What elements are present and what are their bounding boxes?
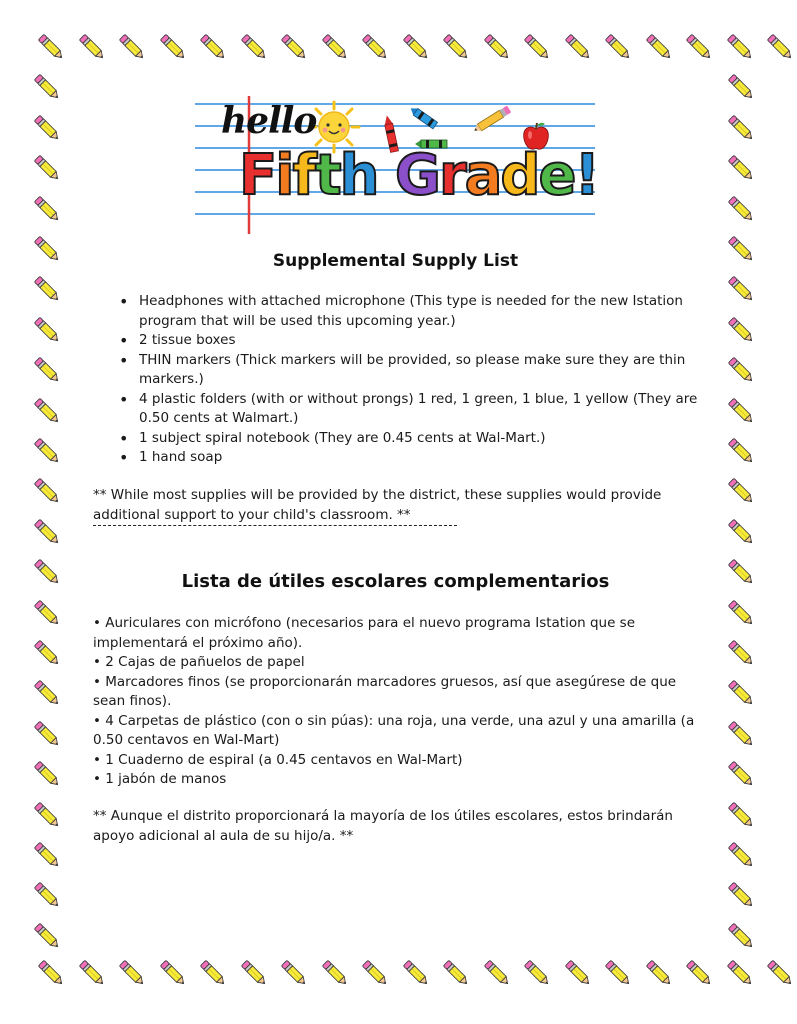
pencil-icon (763, 30, 797, 64)
pencil-icon (724, 838, 758, 872)
pencil-icon (30, 676, 64, 710)
pencil-icon (763, 956, 797, 990)
pencil-icon (30, 434, 64, 468)
list-item: • 2 Cajas de pañuelos de papel (93, 653, 703, 673)
pencil-icon (196, 30, 230, 64)
pencil-icon (115, 956, 149, 990)
title-letter (378, 143, 396, 208)
title-letter: t (314, 143, 340, 208)
pencil-icon (358, 30, 392, 64)
spanish-district-note: ** Aunque el distrito proporcionará la mayoría de los útiles escolares, estos brindarán apoyo adicional al aula de su hijo/a. ** (93, 808, 673, 844)
list-item: • Auriculares con micrófono (necesarios para el nuevo programa Istation que se implementará el próximo año). (93, 614, 703, 653)
hello-text: hello (221, 100, 317, 142)
title-letter: ! (574, 143, 599, 208)
pencil-icon (724, 798, 758, 832)
title-letter: d (500, 143, 539, 208)
pencil-icon (30, 111, 64, 145)
pencil-icon (30, 474, 64, 508)
dashed-divider (93, 525, 457, 526)
pencil-icon (724, 353, 758, 387)
list-item: • 4 Carpetas de plástico (con o sin púas): una roja, una verde, una azul y una amarilla (a 0.50 centavos en Wal-Mart) (93, 712, 703, 751)
pencil-icon (724, 151, 758, 185)
title-letter: i (275, 143, 293, 208)
list-item: • 1 Cuaderno de espiral (a 0.45 centavos en Wal-Mart) (93, 751, 703, 771)
pencil-icon (30, 919, 64, 953)
pencil-icon (75, 956, 109, 990)
title-letter: G (395, 143, 439, 208)
pencil-icon (30, 192, 64, 226)
pencil-icon (561, 30, 595, 64)
pencil-icon (642, 956, 676, 990)
pencil-icon (30, 838, 64, 872)
pencil-icon (399, 30, 433, 64)
pencil-icon (75, 30, 109, 64)
pencil-icon (30, 313, 64, 347)
pencil-icon (34, 956, 68, 990)
list-item: • Headphones with attached microphone (This type is needed for the new Istation program that will be used this upcoming year.) (119, 292, 699, 331)
pencil-icon (724, 717, 758, 751)
pencil-icon (30, 596, 64, 630)
pencil-icon (439, 30, 473, 64)
pencil-icon (30, 151, 64, 185)
pencil-icon (724, 192, 758, 226)
title-letter: F (239, 143, 276, 208)
pencil-icon (601, 30, 635, 64)
list-item: • 4 plastic folders (with or without prongs) 1 red, 1 green, 1 blue, 1 yellow (They are 0.50 cents at Walmart.) (119, 390, 699, 429)
pencil-icon (682, 956, 716, 990)
supply-list-heading: Supplemental Supply List (272, 251, 519, 271)
pencil-icon (30, 515, 64, 549)
title-letter: a (464, 143, 501, 208)
pencil-icon (724, 313, 758, 347)
title-letter: r (438, 143, 465, 208)
pencil-icon (30, 717, 64, 751)
pencil-icon (30, 878, 64, 912)
pencil-icon (724, 474, 758, 508)
pencil-icon (724, 878, 758, 912)
supply-list (119, 292, 699, 468)
pencil-icon (196, 956, 230, 990)
blue-crayon-icon (405, 102, 441, 132)
pencil-icon (724, 272, 758, 306)
pencil-icon (30, 394, 64, 428)
pencil-icon (561, 956, 595, 990)
pencil-icon (724, 70, 758, 104)
pencil-icon (30, 353, 64, 387)
pencil-icon (237, 30, 271, 64)
pencil-icon (277, 956, 311, 990)
pencil-icon (682, 30, 716, 64)
pencil-icon (277, 30, 311, 64)
pencil-icon (399, 956, 433, 990)
title-letter: e (538, 143, 575, 208)
list-item: • 1 jabón de manos (93, 770, 703, 790)
pencil-icon (724, 515, 758, 549)
pencil-icon (724, 757, 758, 791)
list-item: • THIN markers (Thick markers will be provided, so please make sure they are thin markers.) (119, 351, 699, 390)
list-item: • Marcadores finos (se proporcionarán marcadores gruesos, así que asegúrese de que sean finos). (93, 673, 703, 712)
title-letter: h (339, 143, 378, 208)
pencil-icon (724, 434, 758, 468)
pencil-icon (601, 956, 635, 990)
hello-fifth-grade-banner (195, 96, 599, 234)
spanish-supply-list (93, 614, 703, 790)
pencil-icon (723, 956, 757, 990)
pencil-icon (30, 798, 64, 832)
pencil-icon (520, 956, 554, 990)
fifth-grade-title (239, 143, 599, 208)
pencil-icon (520, 30, 554, 64)
pencil-icon (318, 30, 352, 64)
pencil-icon (724, 394, 758, 428)
list-item: • 1 hand soap (119, 448, 699, 468)
list-item: • 2 tissue boxes (119, 331, 699, 351)
pencil-icon (439, 956, 473, 990)
pencil-icon (724, 919, 758, 953)
pencil-icon (30, 272, 64, 306)
pencil-icon (642, 30, 676, 64)
pencil-icon (156, 30, 190, 64)
district-note: ** While most supplies will be provided by the district, these supplies would provide additional support to your child's classroom. ** (93, 487, 662, 523)
pencil-icon (237, 956, 271, 990)
pencil-icon (156, 956, 190, 990)
pencil-icon (115, 30, 149, 64)
pencil-icon (318, 956, 352, 990)
pencil-icon (471, 102, 515, 136)
pencil-icon (34, 30, 68, 64)
pencil-icon (480, 30, 514, 64)
pencil-icon (724, 676, 758, 710)
title-letter: f (292, 143, 315, 208)
pencil-icon (30, 70, 64, 104)
pencil-icon (723, 30, 757, 64)
pencil-icon (480, 956, 514, 990)
pencil-icon (358, 956, 392, 990)
pencil-icon (30, 636, 64, 670)
spanish-supply-list-heading: Lista de útiles escolares complementarios (181, 571, 610, 592)
pencil-icon (724, 636, 758, 670)
pencil-icon (30, 757, 64, 791)
pencil-icon (724, 111, 758, 145)
list-item: • 1 subject spiral notebook (They are 0.45 cents at Wal-Mart.) (119, 429, 699, 449)
pencil-icon (724, 596, 758, 630)
